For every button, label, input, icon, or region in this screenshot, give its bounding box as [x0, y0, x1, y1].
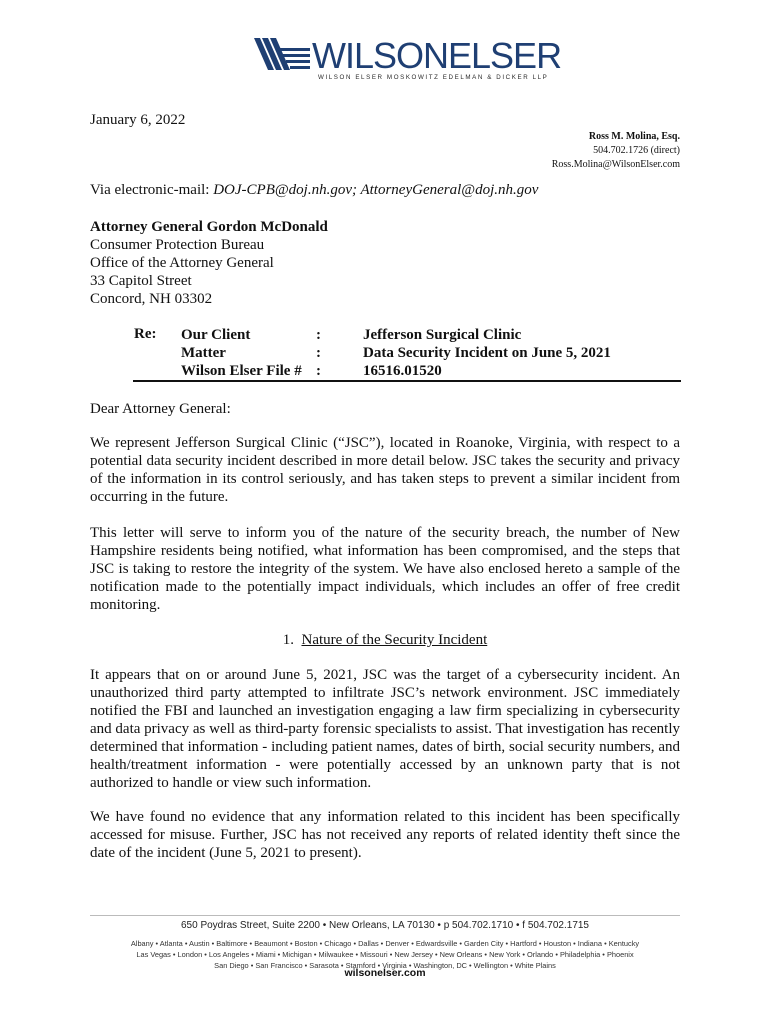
section-heading [0, 632, 770, 649]
paragraph-line: Hampshire residents being notified, what information has been compromised, and the steps that [90, 543, 680, 559]
paragraph-line: of the information in its control seriously, and has taken steps to prevent a similar incident from [90, 471, 680, 487]
paragraph-line: JSC is taking to restore the integrity of the system. We have also enclosed hereto a sample of the [90, 561, 680, 577]
footer-offices-line: Albany • Atlanta • Austin • Baltimore • Beaumont • Boston • Chicago • Dallas • Denver • Edwardsville • Garden City • Hartford • Houston • Indiana • Kentucky [130, 939, 640, 948]
paragraph-line: We have found no evidence that any information related to this incident has been specifically [90, 809, 680, 825]
re-value: Data Security Incident on June 5, 2021 [363, 345, 611, 361]
footer-divider [90, 915, 680, 916]
re-values [363, 326, 611, 380]
logo-wordmark: WILSONELSER [312, 35, 562, 76]
sender-block [552, 130, 680, 172]
salutation: Dear Attorney General: [90, 401, 231, 417]
recipient-line: Concord, NH 03302 [90, 291, 213, 307]
via-emails: DOJ-CPB@doj.nh.gov; AttorneyGeneral@doj.nh.gov [213, 182, 539, 198]
paragraph-line: monitoring. [90, 597, 161, 613]
paragraph-line: authorized to handle or view such information. [90, 775, 372, 791]
paragraph-line: It appears that on or around June 5, 2021, JSC was the target of a cybersecurity incident. An [90, 667, 680, 683]
paragraph-line: potential data security incident described in more detail below. JSC takes the security and privacy [90, 453, 680, 469]
recipient-address [90, 218, 328, 308]
re-keys [181, 326, 302, 380]
re-colon: : [316, 363, 321, 379]
re-key: Matter [181, 345, 226, 361]
paragraph-line: accessed for misuse. Further, JSC has not received any reports of related identity theft since the [90, 827, 680, 843]
recipient-line: Office of the Attorney General [90, 255, 274, 271]
paragraph-incident [90, 666, 680, 792]
paragraph-line: health/treatment information - were potentially accessed by an unknown party that is not [90, 757, 680, 773]
logo-subtitle: WILSON ELSER MOSKOWITZ EDELMAN & DICKER LLP [318, 74, 549, 81]
paragraph-evidence [90, 808, 680, 862]
sender-email: Ross.Molina@WilsonElser.com [551, 159, 680, 170]
footer-website: wilsonelser.com [344, 967, 426, 979]
section-title: Nature of the Security Incident [301, 632, 488, 648]
section-number: 1. [282, 632, 294, 648]
sender-name: Ross M. Molina, Esq. [588, 131, 680, 142]
sender-phone: 504.702.1726 (direct) [593, 145, 680, 156]
paragraph-line: occurring in the future. [90, 489, 229, 505]
paragraph-line: We represent Jefferson Surgical Clinic (“JSC”), located in Roanoke, Virginia, with respect to a [90, 435, 680, 451]
wilson-elser-logo [252, 34, 562, 84]
paragraph-line: date of the incident (June 5, 2021 to present). [90, 845, 362, 861]
re-value: 16516.01520 [363, 363, 442, 379]
paragraph-line: notified the FBI and launched an investigation engaging a law firm specializing in cybersecurity [90, 703, 680, 719]
paragraph-intro [90, 434, 680, 506]
paragraph-line: This letter will serve to inform you of the nature of the security breach, the number of New [90, 525, 680, 541]
recipient-line: 33 Capitol Street [90, 273, 192, 289]
letter-date: January 6, 2022 [90, 112, 186, 128]
via-prefix: Via electronic-mail: [90, 182, 214, 198]
paragraph-line: notification made to the potentially impact individuals, which includes an offer of free credit [90, 579, 680, 595]
delivery-line [90, 182, 538, 199]
re-colons [316, 326, 321, 380]
re-colon: : [316, 345, 321, 361]
re-label: Re: [134, 326, 157, 342]
logo-stripes-icon [252, 36, 312, 76]
footer-address: 650 Poydras Street, Suite 2200 • New Orleans, LA 70130 • p 504.702.1710 • f 504.702.1715 [180, 920, 589, 931]
re-key: Wilson Elser File # [181, 363, 302, 379]
paragraph-line: and data privacy as well as third-party forensic specialists to assist. That investigation has recently [90, 721, 680, 737]
footer-offices-line: San Diego • San Francisco • Sarasota • Stamford • Virginia • Washington, DC • Wellington • White Plains [214, 961, 556, 970]
re-value: Jefferson Surgical Clinic [363, 327, 522, 343]
recipient-line: Consumer Protection Bureau [90, 237, 265, 253]
paragraph-line: unauthorized third party attempted to infiltrate JSC’s network environment. JSC immediately [90, 685, 680, 701]
footer-offices-line: Las Vegas • London • Los Angeles • Miami • Michigan • Milwaukee • Missouri • New Jersey • New Orleans • New York • Orlando • Philadelphia • Phoenix [136, 950, 634, 959]
re-colon: : [316, 327, 321, 343]
recipient-name: Attorney General Gordon McDonald [90, 219, 328, 235]
re-divider [133, 380, 681, 382]
paragraph-purpose [90, 524, 680, 614]
re-key: Our Client [181, 327, 251, 343]
paragraph-line: determined that information - including patient names, dates of birth, social security numbers, and [90, 739, 680, 755]
